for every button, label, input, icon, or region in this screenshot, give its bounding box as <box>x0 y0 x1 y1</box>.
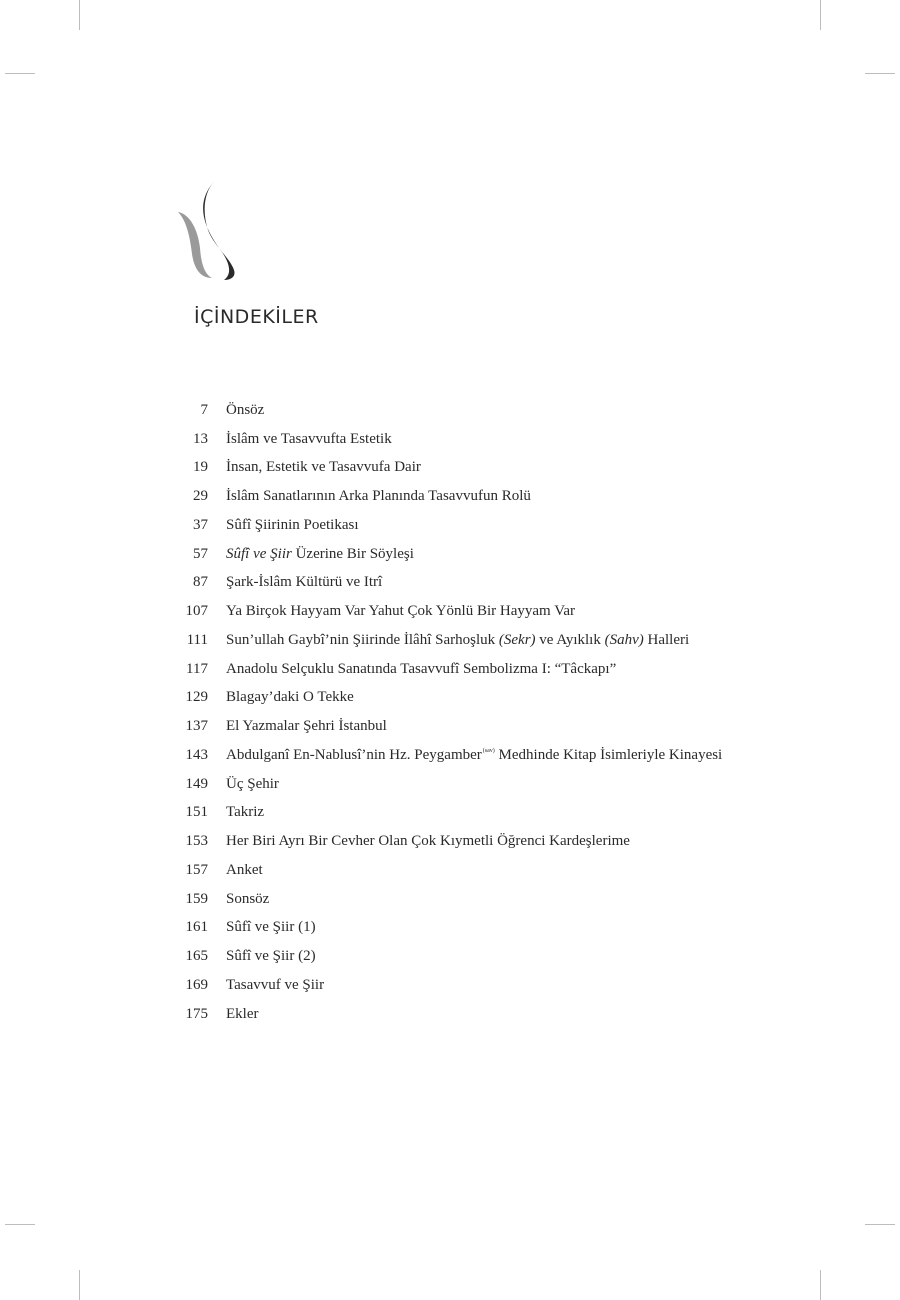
toc-page-number: 37 <box>193 516 208 533</box>
toc-title-part: Anket <box>226 861 263 878</box>
toc-title <box>226 460 421 475</box>
toc-entry <box>150 827 850 856</box>
toc-title-part: Sûfî Şiirinin Poetikası <box>226 516 359 533</box>
toc-entry <box>150 856 850 885</box>
toc-title-part: Üzerine Bir Söyleşi <box>291 545 414 562</box>
toc-page-number: 151 <box>185 804 208 821</box>
toc-page-number: 137 <box>185 718 208 735</box>
toc-title-part: İslâm ve Tasavvufta Estetik <box>226 430 392 447</box>
toc-title <box>226 633 689 648</box>
toc-title <box>226 892 269 907</box>
toc-title <box>226 690 354 705</box>
toc-page-number: 19 <box>193 459 208 476</box>
toc-title-part: Medhinde Kitap İsimleriyle Kinayesi <box>494 746 723 763</box>
toc-title <box>226 805 264 820</box>
crop-mark-bottom-left <box>79 1270 80 1300</box>
toc-page-number: 29 <box>193 488 208 505</box>
toc-entry <box>150 425 850 454</box>
toc-title-part: Sûfî ve Şiir (2) <box>226 948 316 965</box>
toc-title-part: El Yazmalar Şehri İstanbul <box>226 718 387 735</box>
toc-page-number: 7 <box>200 401 208 418</box>
toc-title-part: Halleri <box>643 631 690 648</box>
toc-title-part: Sonsöz <box>226 890 270 907</box>
toc-title-part: Sûfî ve Şiir (1) <box>226 919 316 936</box>
toc-page-number: 157 <box>185 861 208 878</box>
toc-title <box>226 920 316 935</box>
toc-entry <box>150 511 850 540</box>
toc-page-number: 111 <box>186 631 208 648</box>
crop-mark-right-top <box>865 73 895 74</box>
toc-title-part: İnsan, Estetik ve Tasavvufa Dair <box>226 459 421 476</box>
toc-title <box>226 719 387 734</box>
toc-entry <box>150 885 850 914</box>
toc-title-part: Blagay’daki O Tekke <box>226 689 354 706</box>
toc-title-part: İslâm Sanatlarının Arka Planında Tasavvufun Rolü <box>226 488 531 505</box>
crop-mark-top-right <box>820 0 821 30</box>
crop-mark-left-top <box>5 73 35 74</box>
toc-page-number: 143 <box>185 746 208 763</box>
crop-mark-left-bottom <box>5 1224 35 1225</box>
toc-title-part: Abdulganî En-Nablusî’nin Hz. Peygamber <box>226 746 482 763</box>
toc-page-number: 57 <box>193 545 208 562</box>
toc-page-number: 161 <box>185 919 208 936</box>
toc-page-number: 153 <box>185 833 208 850</box>
toc-title-part: Sûfî ve Şiir <box>226 545 292 562</box>
toc-entry <box>150 971 850 1000</box>
toc-title <box>226 1007 258 1022</box>
toc-title-part: Takriz <box>226 804 265 821</box>
toc-entry <box>150 684 850 713</box>
toc-title-part: Üç Şehir <box>226 775 279 792</box>
toc-entry <box>150 799 850 828</box>
logo-light-stroke <box>178 212 212 278</box>
toc-title <box>226 834 630 849</box>
toc-page-number: 129 <box>185 689 208 706</box>
toc-page-number: 13 <box>193 430 208 447</box>
table-of-contents <box>150 396 850 1029</box>
toc-title-part: Ya Birçok Hayyam Var Yahut Çok Yönlü Bir Hayyam Var <box>226 603 576 620</box>
toc-title <box>226 978 324 993</box>
toc-title <box>226 432 392 447</box>
toc-title <box>226 863 263 878</box>
toc-page-number: 107 <box>185 603 208 620</box>
toc-title <box>226 403 264 418</box>
toc-title <box>226 604 575 619</box>
toc-entry <box>150 741 850 770</box>
toc-page-number: 159 <box>185 890 208 907</box>
toc-title-part: Her Biri Ayrı Bir Cevher Olan Çok Kıymetli Öğrenci Kardeşlerime <box>226 833 630 850</box>
toc-title <box>226 748 722 763</box>
toc-entry <box>150 597 850 626</box>
toc-title <box>226 575 382 590</box>
toc-title-part: Önsöz <box>226 401 265 418</box>
toc-title-part: Ekler <box>226 1005 259 1022</box>
toc-page-number: 165 <box>185 948 208 965</box>
toc-page-number: 169 <box>185 976 208 993</box>
toc-title-part: Tasavvuf ve Şiir <box>226 976 325 993</box>
toc-entry <box>150 626 850 655</box>
toc-title-part: Şark-İslâm Kültürü ve Itrî <box>226 574 383 591</box>
toc-page-number: 175 <box>185 1005 208 1022</box>
toc-title <box>226 949 316 964</box>
crop-mark-bottom-right <box>820 1270 821 1300</box>
toc-entry <box>150 914 850 943</box>
toc-title-part: ve Ayıklık <box>535 631 605 648</box>
toc-title <box>226 489 531 504</box>
toc-entry <box>150 1000 850 1029</box>
toc-entry <box>150 942 850 971</box>
crop-mark-right-bottom <box>865 1224 895 1225</box>
toc-title <box>226 777 279 792</box>
toc-title-part: (Sekr) <box>498 631 536 648</box>
toc-entry <box>150 655 850 684</box>
toc-title-part: (sav) <box>482 747 495 754</box>
toc-title <box>226 518 359 533</box>
toc-title-part: Anadolu Selçuklu Sanatında Tasavvufî Sembolizma I: “Tâckapı” <box>226 660 617 677</box>
toc-title-part: (Sahv) <box>604 631 644 648</box>
toc-entry <box>150 482 850 511</box>
logo-dark-stroke <box>203 182 234 280</box>
calligraphy-swirl-icon <box>172 178 244 284</box>
toc-entry <box>150 454 850 483</box>
toc-title-part: Sun’ullah Gaybî’nin Şiirinde İlâhî Sarhoşluk <box>226 631 499 648</box>
toc-page-number: 117 <box>186 660 208 677</box>
toc-title <box>226 662 616 677</box>
toc-page-number: 87 <box>193 574 208 591</box>
toc-entry <box>150 569 850 598</box>
toc-entry <box>150 540 850 569</box>
page-title: İÇİNDEKİLER <box>194 306 319 328</box>
toc-title <box>226 547 414 562</box>
toc-entry <box>150 770 850 799</box>
crop-mark-top-left <box>79 0 80 30</box>
toc-page-number: 149 <box>185 775 208 792</box>
toc-entry <box>150 396 850 425</box>
toc-entry <box>150 712 850 741</box>
